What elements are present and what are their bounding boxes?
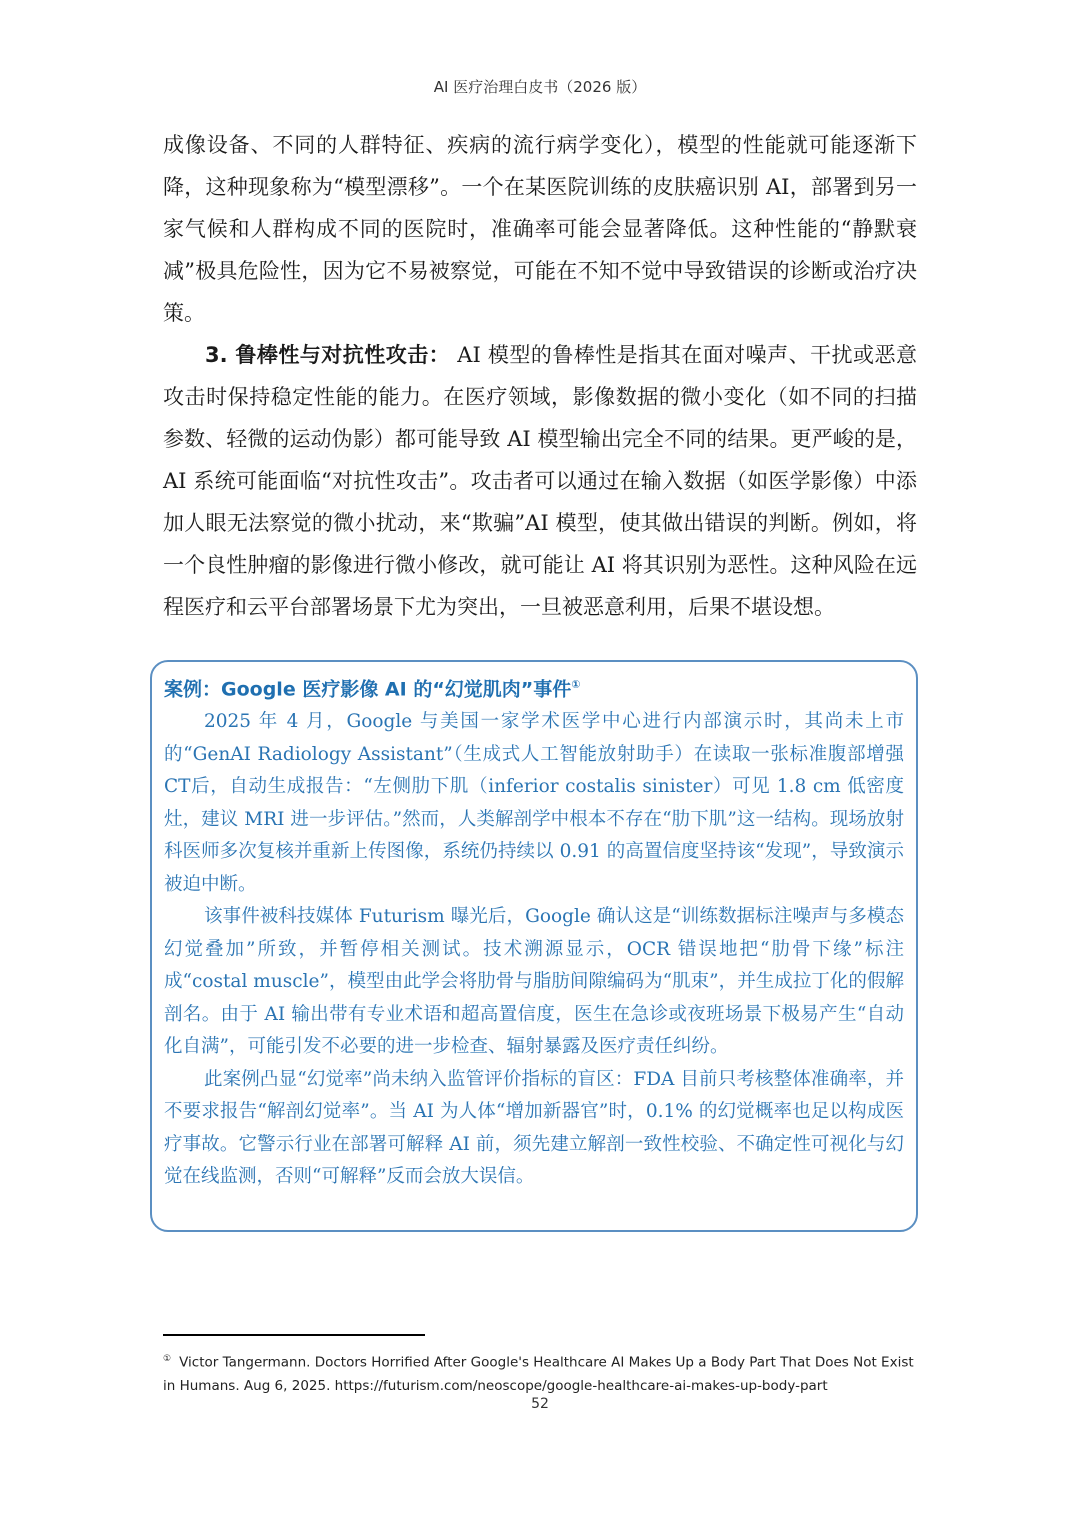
- footnote-divider: [163, 1334, 425, 1336]
- body-paragraph-1: 成像设备、不同的人群特征、疾病的流行病学变化），模型的性能就可能逐渐下降，这种现象称为“模型漂移”。一个在某医院训练的皮肤癌识别 AI，部署到另一家气候和人群构成不同的医院时，准确率可能会显著降低。这种性能的“静默衰减”极具危险性，因为它不易被察觉，可能在不知不觉中导致错误的诊断或治疗决策。: [163, 133, 917, 325]
- case-paragraph-3: 此案例凸显“幻觉率”尚未纳入监管评价指标的盲区：FDA 目前只考核整体准确率，并不要求报告“解剖幻觉率”。当 AI 为人体“增加新器官”时，0.1% 的幻觉概率也足以构成医疗事故。它警示行业在部署可解释 AI 前，须先建立解剖一致性校验、不确定性可视化与幻觉在线监测，否则“可解释”反而会放大误信。: [164, 1068, 904, 1188]
- page-number: 52: [531, 1396, 549, 1412]
- case-study-title: [164, 668, 904, 706]
- section-heading-robustness: 3. 鲁棒性与对抗性攻击：: [205, 343, 451, 367]
- running-header: AI 医疗治理白皮书（2026 版）: [433, 78, 647, 96]
- main-body: [163, 124, 917, 628]
- case-paragraph-1: 2025 年 4 月，Google 与美国一家学术医学中心进行内部演示时，其尚未上市的“GenAI Radiology Assistant”（生成式人工智能放射助手）在读取一张标准腹部增强CT后，自动生成报告：“左侧肋下肌（inferior costalis sinister）可见 1.8 cm 低密度灶，建议 MRI 进一步评估。”然而，人类解剖学中根本不存在“肋下肌”这一结构。现场放射科医师多次复核并重新上传图像，系统仍持续以 0.91 的高置信度坚持该“发现”，导致演示被迫中断。: [164, 711, 904, 895]
- footnote: [163, 1348, 923, 1398]
- body-paragraph-2-text: AI 模型的鲁棒性是指其在面对噪声、干扰或恶意攻击时保持稳定性能的能力。在医疗领域，影像数据的微小变化（如不同的扫描参数、轻微的运动伪影）都可能导致 AI 模型输出完全不同的结果。更严峻的是，AI 系统可能面临“对抗性攻击”。攻击者可以通过在输入数据（如医学影像）中添加人眼无法察觉的微小扰动，来“欺骗”AI 模型，使其做出错误的判断。例如，将一个良性肿瘤的影像进行微小修改，就可能让 AI 将其识别为恶性。这种风险在远程医疗和云平台部署场景下尤为突出，一旦被恶意利用，后果不堪设想。: [163, 343, 917, 619]
- case-study-box: [150, 660, 918, 1232]
- footnote-text: Victor Tangermann. Doctors Horrified After Google's Healthcare AI Makes Up a Body Part That Does Not Exist in Humans. Aug 6, 2025. https://futurism.com/neoscope/google-healthcare-ai-makes-up-body-part: [163, 1354, 914, 1394]
- case-study-title-text: 案例：Google 医疗影像 AI 的“幻觉肌肉”事件: [164, 678, 572, 701]
- footnote-reference[interactable]: ①: [571, 678, 581, 691]
- footnote-mark: ①: [163, 1354, 172, 1364]
- case-paragraph-2: 该事件被科技媒体 Futurism 曝光后，Google 确认这是“训练数据标注噪声与多模态幻觉叠加”所致，并暂停相关测试。技术溯源显示，OCR 错误地把“肋骨下缘”标注成“costal muscle”，模型由此学会将肋骨与脂肪间隙编码为“肌束”，并生成拉丁化的假解剖名。由于 AI 输出带有专业术语和超高置信度，医生在急诊或夜班场景下极易产生“自动化自满”，可能引发不必要的进一步检查、辐射暴露及医疗责任纠纷。: [164, 906, 904, 1058]
- body-paragraph-2: [163, 334, 917, 628]
